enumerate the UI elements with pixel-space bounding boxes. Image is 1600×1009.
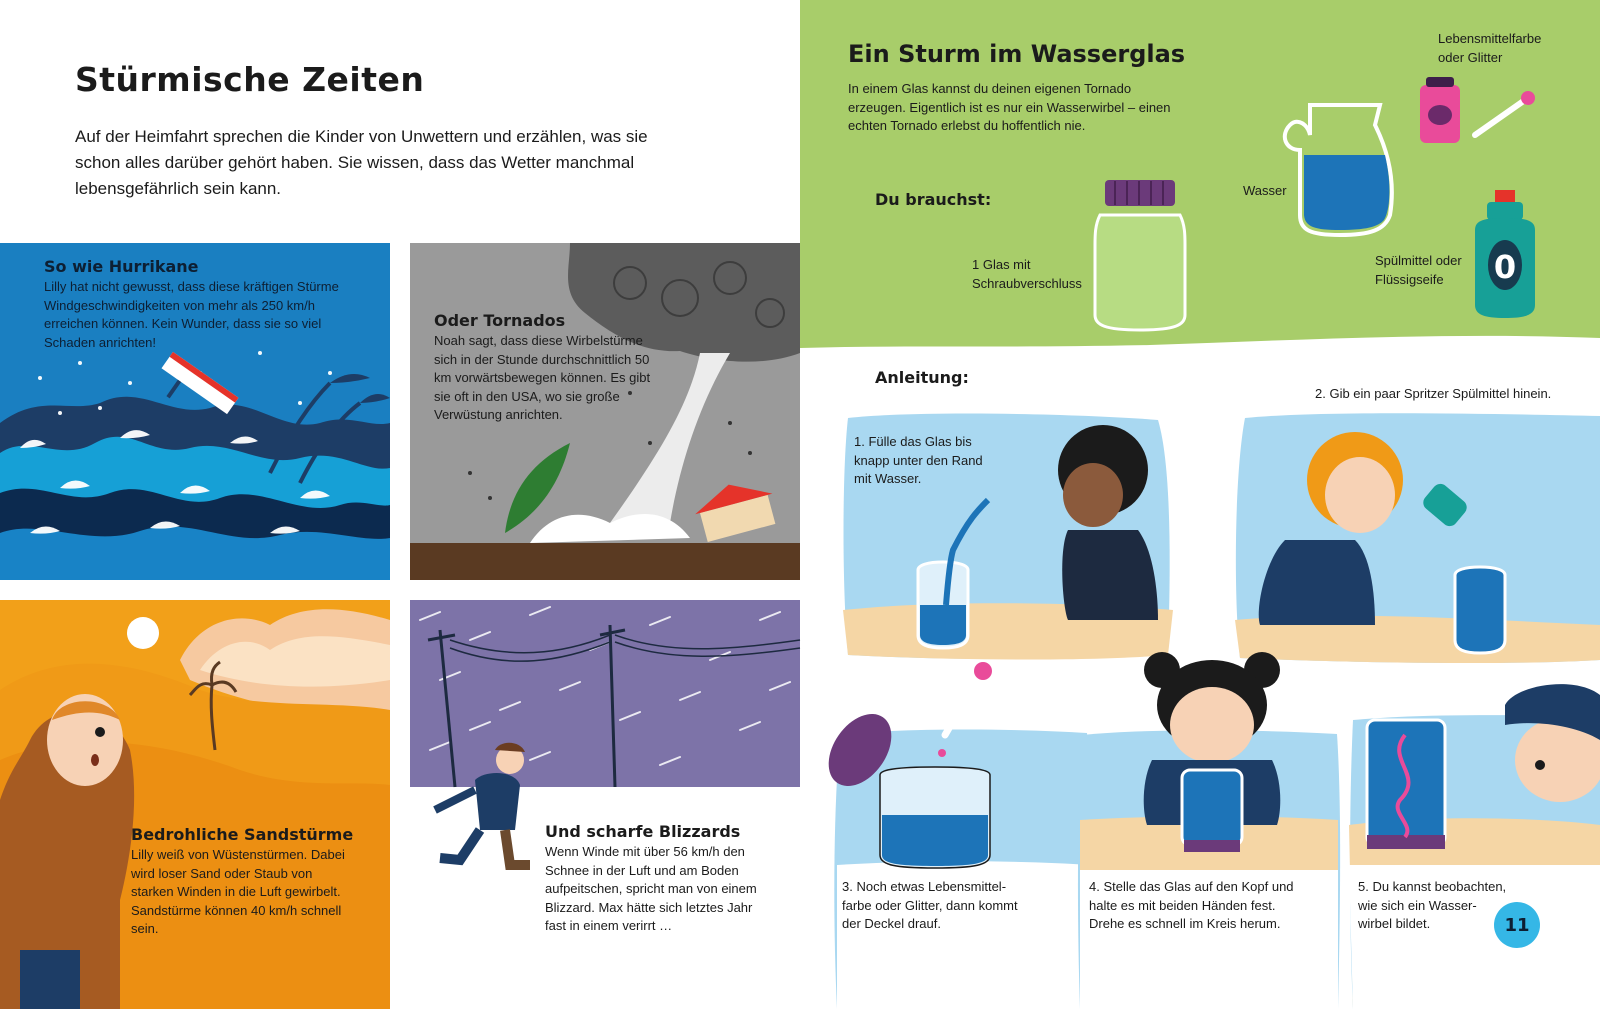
page-title-right: Ein Sturm im Wasserglas <box>848 40 1186 68</box>
hurricane-panel <box>0 243 390 580</box>
step-3-text: 3. Noch etwas Lebensmittel-farbe oder Glitter, dann kommt der Deckel drauf. <box>842 879 1018 931</box>
blizzard-heading: Und scharfe Blizzards <box>545 822 741 841</box>
food-coloring-icon <box>1410 75 1540 145</box>
right-page <box>800 0 1600 1009</box>
step-2-text: 2. Gib ein paar Spritzer Spülmittel hinein. <box>1315 386 1552 401</box>
tornado-text: Noah sagt, dass diese Wirbelstürme sich in der Stunde durchschnittlich 50 km vorwärtsbewegen können. Es gibt sie oft in den USA, wo sie große Verwüstung anrichten. <box>434 333 651 422</box>
step-1-text: 1. Fülle das Glas bis knapp unter den Rand mit Wasser. <box>854 434 983 486</box>
blizzard-text: Wenn Winde mit über 56 km/h den Schnee in der Luft und am Boden aufpeitschen, spricht man von einem Blizzard. Max hätte sich letztes Jahr fast in einem verirrt … <box>545 844 757 933</box>
step-4-illustration <box>1072 650 1347 1009</box>
sandstorm-text: Lilly weiß von Wüstenstürmen. Dabei wird loser Sand oder Staub von starken Winden in die Luft gewirbelt. Sandstürme können 40 km/h schnell sein. <box>131 847 345 936</box>
sandstorm-heading: Bedrohliche Sandstürme <box>131 825 354 844</box>
step-5-panel <box>1345 665 1600 1009</box>
material-water-label: Wasser <box>1243 183 1287 198</box>
material-color-label: Lebensmittelfarbe oder Glitter <box>1438 31 1542 65</box>
page-title-left: Stürmische Zeiten <box>75 60 425 99</box>
step-5-text: 5. Du kannst beobachten, wie sich ein Wasser-wirbel bildet. <box>1358 879 1507 931</box>
material-soap-label: Spülmittel oder Flüssigseife <box>1375 253 1462 287</box>
soap-bottle-icon <box>1465 190 1545 320</box>
water-pitcher-icon <box>1280 95 1400 240</box>
instructions-heading: Anleitung: <box>875 368 969 387</box>
material-jar-label: 1 Glas mit Schraubverschluss <box>972 257 1082 291</box>
page-number-badge <box>1497 905 1537 945</box>
step-1-panel <box>838 410 1178 670</box>
step-4-panel <box>1072 650 1347 1009</box>
tornado-panel <box>410 243 800 580</box>
step-3-illustration <box>825 665 1095 1009</box>
jar-icon <box>1085 175 1195 335</box>
materials-heading: Du brauchst: <box>875 190 992 209</box>
intro-text-right: In einem Glas kannst du deinen eigenen Tornado erzeugen. Eigentlich ist es nur ein Wasserwirbel – einen echten Tornado erlebst du hoffentlich nie. <box>848 81 1171 133</box>
sandstorm-panel <box>0 600 390 1009</box>
svg-text:0: 0 <box>1493 248 1517 286</box>
step-5-illustration <box>1345 665 1600 1009</box>
step-2-panel <box>1225 386 1600 680</box>
step-3-panel <box>825 665 1095 1009</box>
blizzard-runner-illustration <box>425 740 535 880</box>
tornado-heading: Oder Tornados <box>434 311 566 330</box>
sandstorm-illustration <box>0 600 390 1009</box>
step-4-text: 4. Stelle das Glas auf den Kopf und halte es mit beiden Händen fest. Drehe es schnell im Kreis herum. <box>1089 879 1294 931</box>
hurricane-text: Lilly hat nicht gewusst, dass diese kräftigen Stürme Windgeschwindigkeiten von mehr als 250 km/h erreichen können. Kein Wunder, dass sie so viel Schaden anrichten! <box>44 279 339 350</box>
hurricane-heading: So wie Hurrikane <box>44 257 199 276</box>
intro-text-left: Auf der Heimfahrt sprechen die Kinder von Unwettern und erzählen, was sie schon alles darüber gehört haben. Sie wissen, dass das Wetter manchmal lebensgefährlich sein kann. <box>75 127 648 198</box>
page-number: 11 <box>1504 914 1530 936</box>
step-2-illustration <box>1225 410 1600 680</box>
